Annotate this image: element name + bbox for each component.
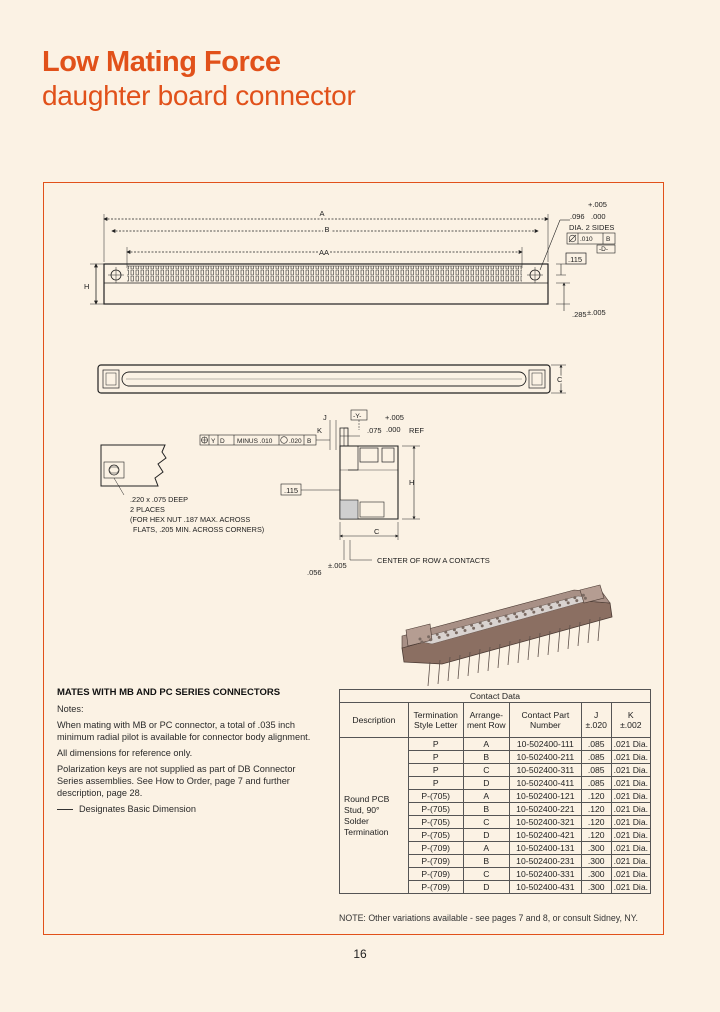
contact-hole [464,629,467,632]
contact-hole [446,634,449,637]
cell-k: .021 Dia. [611,777,650,790]
cell-arrangement: A [463,790,509,803]
cell-j: .120 [581,790,611,803]
contact-hole [584,597,587,600]
cell-arrangement: C [463,816,509,829]
cell-part-number: 10-502400-421 [509,829,581,842]
svg-text:DIA. 2 SIDES: DIA. 2 SIDES [569,223,615,232]
svg-text:.020: .020 [289,438,302,445]
counterbore-labels [130,495,264,534]
contact-hole [505,615,508,618]
svg-text:.115: .115 [568,255,583,264]
cell-k: .021 Dia. [611,881,650,894]
contact-hole [436,633,439,636]
cell-arrangement: D [463,829,509,842]
cell-k: .021 Dia. [611,764,650,777]
cell-j: .120 [581,803,611,816]
svg-text:.056: .056 [307,568,322,577]
col-description: Description [340,703,409,738]
cell-j: .300 [581,868,611,881]
contact-data-table [339,689,651,894]
table-row [340,738,651,751]
svg-text:B: B [606,236,611,243]
col-contact-part: Contact Part Number [509,703,581,738]
cell-arrangement: B [463,751,509,764]
contact-hole [524,613,527,616]
table-note: NOTE: Other variations available - see pages 7 and 8, or consult Sidney, NY. [339,913,638,923]
svg-text:D: D [220,438,225,445]
cell-termination: P-(709) [408,868,463,881]
cell-part-number: 10-502400-221 [509,803,581,816]
note-pilot: When mating with MB or PC connector, a total of .035 inch minimum radial pilot is available for connector body alignment. [57,720,311,742]
contact-hole [455,631,458,634]
basic-dimension-mark [57,809,73,810]
cell-k: .021 Dia. [611,803,650,816]
cell-arrangement: B [463,803,509,816]
cell-part-number: 10-502400-431 [509,881,581,894]
contact-hole [532,611,535,614]
cell-termination: P [408,738,463,751]
basic-dimension-legend [57,803,322,815]
cell-termination: P-(705) [408,790,463,803]
svg-text:.115: .115 [284,486,299,495]
cell-j: .300 [581,881,611,894]
cell-j: .120 [581,816,611,829]
contact-hole [567,601,570,604]
cell-part-number: 10-502400-131 [509,842,581,855]
cell-part-number: 10-502400-311 [509,764,581,777]
cell-k: .021 Dia. [611,738,650,751]
front-view-labels [84,200,614,319]
svg-text:-D-: -D- [599,246,609,253]
cell-k: .021 Dia. [611,751,650,764]
cell-part-number: 10-502400-211 [509,751,581,764]
svg-text:.220 x .075 DEEP: .220 x .075 DEEP [130,495,189,504]
front-view [90,214,615,311]
cell-j: .085 [581,777,611,790]
cell-termination: P-(709) [408,855,463,868]
cell-arrangement: B [463,855,509,868]
contact-hole [539,605,542,608]
cell-description: Round PCB Stud, 90° Solder Termination [340,738,409,894]
cell-termination: P-(705) [408,829,463,842]
cell-arrangement: A [463,842,509,855]
connector-illustration [402,585,612,686]
side-view-labels [211,413,490,577]
cell-termination: P [408,764,463,777]
cell-termination: P [408,751,463,764]
col-k [611,703,650,738]
cell-part-number: 10-502400-331 [509,868,581,881]
notes-heading: MATES WITH MB AND PC SERIES CONNECTORS [57,687,281,698]
col-k-tol: ±.002 [620,720,642,730]
svg-text:.000: .000 [386,425,401,434]
contact-hole [558,604,561,607]
contact-hole [582,594,585,597]
cell-k: .021 Dia. [611,816,650,829]
svg-text:CENTER OF ROW A CONTACTS: CENTER OF ROW A CONTACTS [377,556,490,565]
col-k-label: K [627,710,634,720]
table-caption: Contact Data [340,690,651,703]
svg-text:±.005: ±.005 [328,561,347,570]
cell-part-number: 10-502400-231 [509,855,581,868]
svg-text:C: C [374,527,380,536]
cell-j: .300 [581,842,611,855]
contact-hole [472,627,475,630]
contact-hole [479,621,482,624]
svg-text:B: B [307,438,312,445]
contact-hole [444,631,447,634]
cell-part-number: 10-502400-111 [509,738,581,751]
contact-hole [522,610,525,613]
contact-hole [438,636,441,639]
contact-hole [507,618,510,621]
cell-arrangement: C [463,764,509,777]
cell-termination: P-(705) [408,803,463,816]
cell-j: .300 [581,855,611,868]
svg-text:.010: .010 [580,236,593,243]
contact-hole [548,603,551,606]
contact-hole [427,635,430,638]
svg-text:H: H [409,478,415,487]
contact-hole [419,638,422,641]
svg-text:+.005: +.005 [385,413,404,422]
col-arrangement: Arrange-ment Row [463,703,509,738]
cell-part-number: 10-502400-321 [509,816,581,829]
cell-termination: P-(709) [408,881,463,894]
svg-text:H: H [84,282,90,291]
svg-text:REF: REF [409,426,424,435]
notes-section [57,687,322,815]
col-j-tol: ±.020 [585,720,607,730]
svg-text:+.005: +.005 [588,200,607,209]
table-body [340,738,651,894]
contact-hole [556,601,559,604]
svg-text:.096: .096 [570,212,585,221]
svg-text:.075: .075 [367,426,382,435]
cell-j: .085 [581,764,611,777]
contact-hole [513,612,516,615]
cell-j: .120 [581,829,611,842]
contact-hole [487,619,490,622]
cell-j: .085 [581,738,611,751]
contact-hole [421,641,424,644]
contact-hole [550,606,553,609]
svg-text:(FOR HEX NUT .187 MAX. ACROSS: (FOR HEX NUT .187 MAX. ACROSS [130,515,251,524]
svg-text:.285: .285 [572,310,587,319]
top-view-labels [557,375,563,384]
svg-text:J: J [323,413,327,422]
contact-hole [565,598,568,601]
cell-termination: P-(709) [408,842,463,855]
cell-part-number: 10-502400-121 [509,790,581,803]
svg-text:-Y-: -Y- [353,413,362,420]
page-title: Low Mating Force [42,46,281,78]
svg-text:.000: .000 [591,212,606,221]
basic-dimension-text: Designates Basic Dimension [79,804,196,814]
svg-text:Y: Y [211,438,216,445]
svg-text:±.005: ±.005 [587,308,606,317]
svg-text:2 PLACES: 2 PLACES [130,505,165,514]
cell-termination: P-(705) [408,816,463,829]
svg-text:B: B [324,225,330,234]
contact-hole [496,617,499,620]
contact-hole [575,599,578,602]
cell-k: .021 Dia. [611,790,650,803]
note-polarization: Polarization keys are not supplied as part of DB Connector Series assemblies. See How to Order, page 7 and further description, page 28. [57,764,296,798]
svg-text:FLATS, .205 MIN. ACROSS CORNER: FLATS, .205 MIN. ACROSS CORNERS) [133,525,265,534]
col-j [581,703,611,738]
contact-hole [498,620,501,623]
contact-hole [515,615,518,618]
svg-text:MINUS .010: MINUS .010 [237,438,273,445]
col-j-label: J [594,710,599,720]
page-subtitle: daughter board connector [42,80,356,111]
contact-hole [530,608,533,611]
notes-label: Notes: [57,704,84,714]
contact-hole [489,622,492,625]
cell-k: .021 Dia. [611,829,650,842]
cell-arrangement: D [463,881,509,894]
cell-k: .021 Dia. [611,868,650,881]
page-number: 16 [353,947,367,961]
svg-text:C: C [557,375,563,384]
cell-j: .085 [581,751,611,764]
cell-arrangement: A [463,738,509,751]
contact-hole [573,596,576,599]
svg-text:A: A [319,209,325,218]
contact-hole [470,624,473,627]
cell-arrangement: D [463,777,509,790]
svg-text:K: K [317,426,323,435]
counterbore-detail [101,445,166,495]
contact-hole [429,638,432,641]
cell-arrangement: C [463,868,509,881]
note-reference: All dimensions for reference only. [57,748,193,758]
contact-hole [453,628,456,631]
cell-termination: P [408,777,463,790]
cell-k: .021 Dia. [611,855,650,868]
contact-hole [541,608,544,611]
cell-k: .021 Dia. [611,842,650,855]
contact-hole [462,626,465,629]
svg-text:AA: AA [318,248,330,257]
top-view [98,365,566,393]
col-termination: Termination Style Letter [408,703,463,738]
cell-part-number: 10-502400-411 [509,777,581,790]
contact-hole [481,624,484,627]
